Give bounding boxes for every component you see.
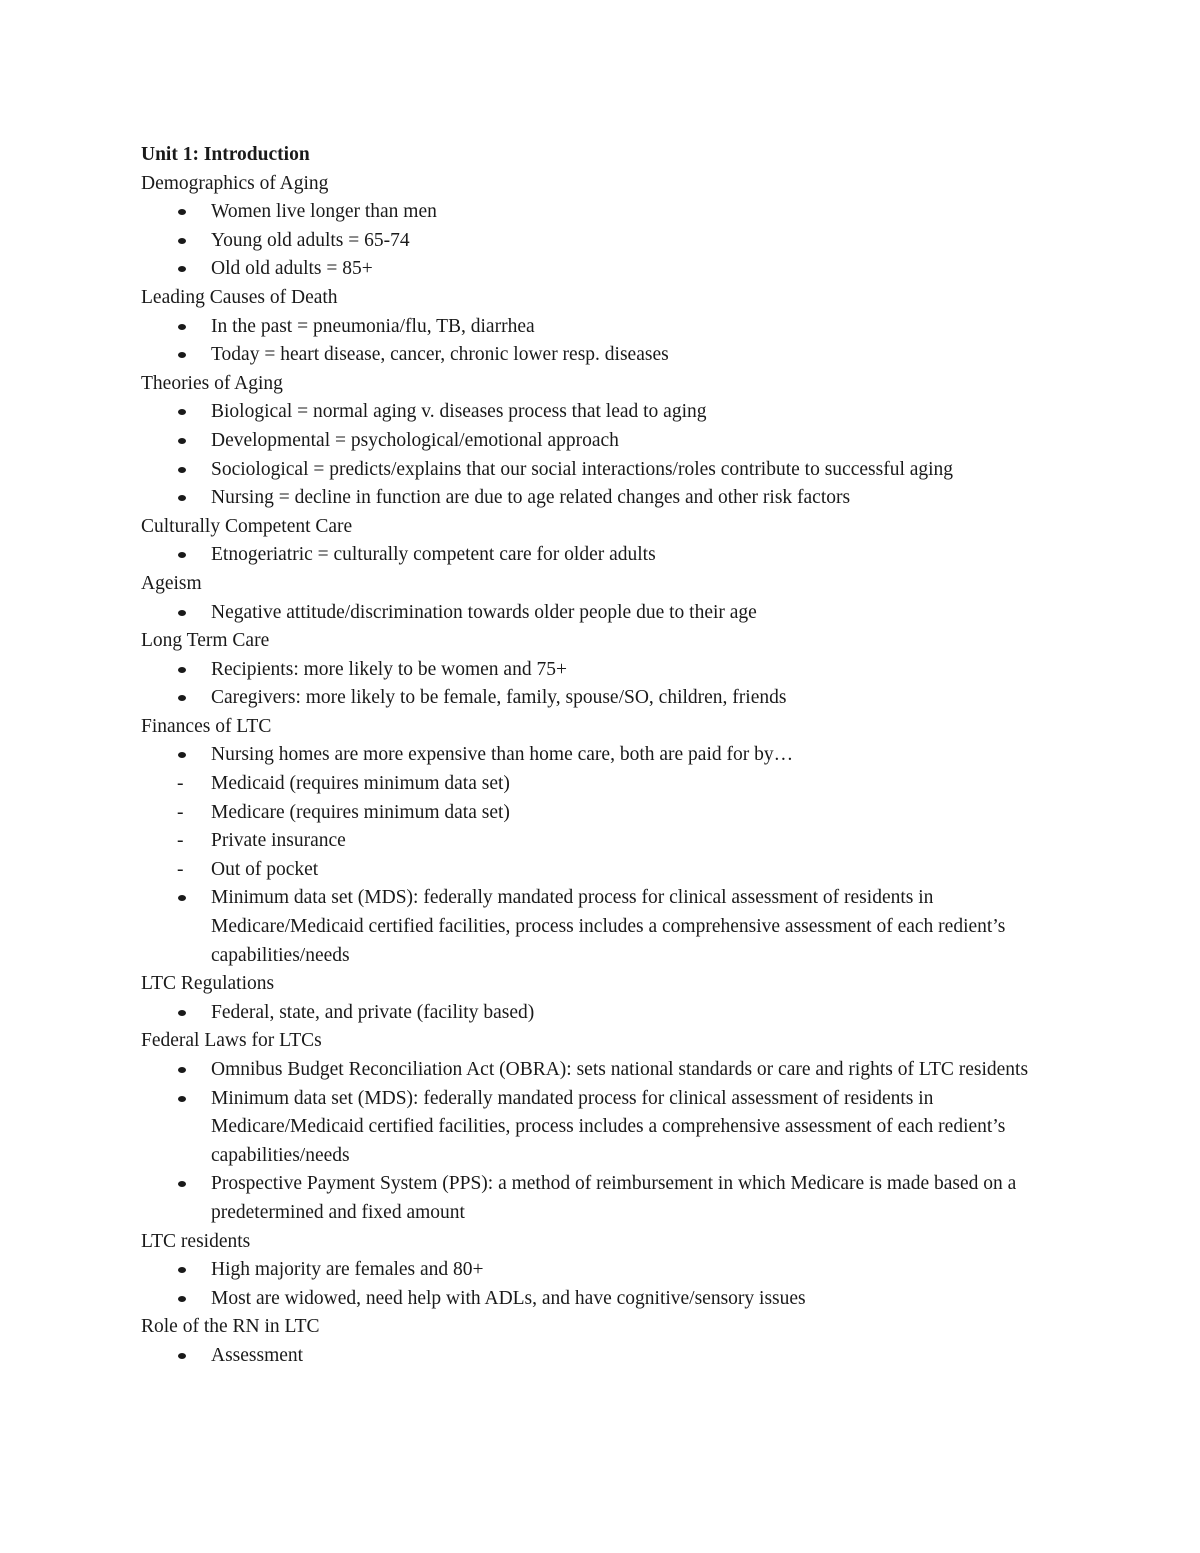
list-item-text: Biological = normal aging v. diseases process that lead to aging	[211, 401, 707, 423]
list-item-text: Caregivers: more likely to be female, family, spouse/SO, children, friends	[211, 687, 787, 709]
list-item	[141, 255, 1071, 284]
list-item	[141, 1056, 1071, 1085]
list-item	[141, 313, 1071, 342]
list-item-text: Sociological = predicts/explains that our social interactions/roles contribute to successful aging	[211, 458, 954, 480]
list-item	[141, 999, 1071, 1028]
section	[141, 284, 1071, 370]
section-list	[141, 741, 1071, 970]
list-item-text: Nursing = decline in function are due to age related changes and other risk factors	[211, 487, 851, 509]
section-heading: Federal Laws for LTCs	[141, 1030, 322, 1052]
list-item	[141, 1342, 1071, 1371]
section-heading: Role of the RN in LTC	[141, 1316, 320, 1338]
section-list	[141, 1256, 1071, 1313]
list-item-text: Recipients: more likely to be women and 75+	[211, 658, 567, 680]
list-item-text: Women live longer than men	[211, 201, 437, 223]
list-item-text: Medicare (requires minimum data set)	[211, 801, 510, 823]
list-item	[141, 656, 1071, 685]
section-list	[141, 656, 1071, 713]
sections-container	[141, 170, 1071, 1371]
section	[141, 1027, 1071, 1227]
section-heading: LTC residents	[141, 1230, 251, 1252]
list-item	[141, 227, 1071, 256]
list-item	[141, 799, 1071, 828]
section-heading: Finances of LTC	[141, 715, 272, 737]
section	[141, 170, 1071, 284]
section	[141, 513, 1071, 570]
list-item-text: Negative attitude/discrimination towards older people due to their age	[211, 601, 757, 623]
list-item-text: Out of pocket	[211, 858, 319, 880]
section-list	[141, 999, 1071, 1028]
document-body	[141, 141, 1071, 1371]
list-item-text: Nursing homes are more expensive than home care, both are paid for by…	[211, 744, 794, 766]
list-item-text: Etnogeriatric = culturally competent care for older adults	[211, 544, 656, 566]
section	[141, 970, 1071, 1027]
section-heading: Leading Causes of Death	[141, 286, 338, 308]
section-heading: Ageism	[141, 572, 202, 594]
list-item-text: In the past = pneumonia/flu, TB, diarrhea	[211, 315, 535, 337]
section	[141, 1313, 1071, 1370]
list-item	[141, 1285, 1071, 1314]
section-list	[141, 1056, 1071, 1228]
list-item-text: Old old adults = 85+	[211, 258, 373, 280]
section	[141, 713, 1071, 970]
section-list	[141, 541, 1071, 570]
list-item	[141, 741, 1071, 770]
list-item	[141, 856, 1071, 885]
list-item	[141, 770, 1071, 799]
list-item-text: Minimum data set (MDS): federally mandated process for clinical assessment of residents in Medicare/Medicaid certified facilities, process includes a comprehensive assessment of each redient’s capabilities/needs	[211, 1087, 1006, 1166]
section-heading: Demographics of Aging	[141, 172, 329, 194]
list-item-text: Young old adults = 65-74	[211, 229, 410, 251]
list-item-text: Developmental = psychological/emotional approach	[211, 429, 619, 451]
list-item-text: Federal, state, and private (facility based)	[211, 1001, 535, 1023]
list-item-text: Assessment	[211, 1344, 304, 1366]
section-heading: LTC Regulations	[141, 973, 275, 995]
list-item	[141, 1170, 1071, 1227]
list-item	[141, 684, 1071, 713]
list-item	[141, 827, 1071, 856]
list-item	[141, 456, 1071, 485]
list-item-text: Most are widowed, need help with ADLs, and have cognitive/sensory issues	[211, 1287, 806, 1309]
list-item	[141, 484, 1071, 513]
section-heading: Long Term Care	[141, 630, 270, 652]
unit-title: Unit 1: Introduction	[141, 144, 310, 165]
list-item	[141, 1085, 1071, 1171]
section-heading: Culturally Competent Care	[141, 515, 353, 537]
list-item-text: High majority are females and 80+	[211, 1259, 484, 1281]
list-item-text: Private insurance	[211, 830, 346, 852]
list-item-text: Today = heart disease, cancer, chronic lower resp. diseases	[211, 344, 669, 366]
list-item	[141, 541, 1071, 570]
list-item	[141, 1256, 1071, 1285]
list-item-text: Minimum data set (MDS): federally mandated process for clinical assessment of residents in Medicare/Medicaid certified facilities, process includes a comprehensive assessment of each redient’s capabilities/needs	[211, 887, 1006, 966]
list-item-text: Medicaid (requires minimum data set)	[211, 773, 510, 795]
section	[141, 627, 1071, 713]
list-item	[141, 427, 1071, 456]
section	[141, 370, 1071, 513]
section	[141, 570, 1071, 627]
list-item-text: Omnibus Budget Reconciliation Act (OBRA): sets national standards or care and rights of LTC residents	[211, 1059, 1029, 1080]
section-list	[141, 198, 1071, 284]
list-item-text: Prospective Payment System (PPS): a method of reimbursement in which Medicare is made based on a predetermined and fixed amount	[211, 1173, 1017, 1223]
list-item	[141, 198, 1071, 227]
list-item	[141, 341, 1071, 370]
section-list	[141, 1342, 1071, 1371]
section	[141, 1228, 1071, 1314]
section-heading: Theories of Aging	[141, 372, 283, 394]
section-list	[141, 313, 1071, 370]
list-item	[141, 398, 1071, 427]
section-list	[141, 398, 1071, 512]
section-list	[141, 599, 1071, 628]
list-item	[141, 599, 1071, 628]
list-item	[141, 884, 1071, 970]
